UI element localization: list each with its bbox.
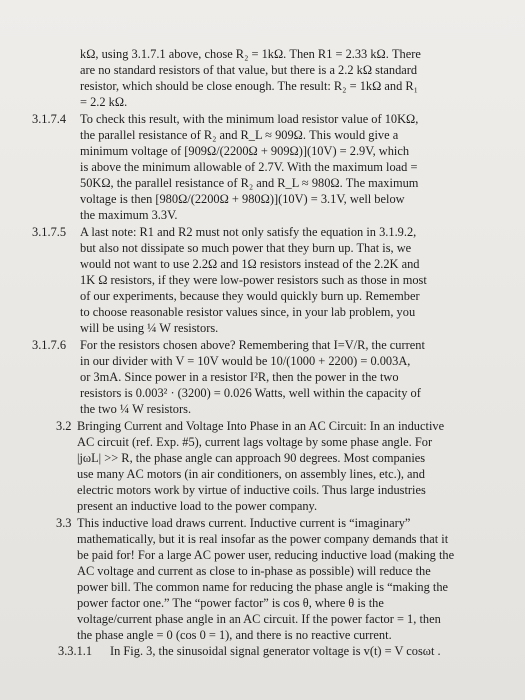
section-line: but also not dissipate so much power that they burn up. That is, we xyxy=(80,241,412,255)
section-line: power bill. The common name for reducing the phase angle is “making the xyxy=(77,580,449,594)
section-number: 3.3.1.1 xyxy=(58,644,93,658)
section-line: electric motors work by virtue of inductive coils. Thus large industries xyxy=(77,483,426,497)
intro-line: are no standard resistors of that value, but there is a 2.2 kΩ standard xyxy=(80,63,418,77)
section-line: AC voltage and current as close to in-phase as possible) will reduce the xyxy=(77,564,431,578)
section-line: |jωL| >> R, the phase angle can approach 90 degrees. Most companies xyxy=(77,451,426,465)
section-line: power factor one.” The “power factor” is cos θ, where θ is the xyxy=(77,596,384,610)
section-line: A last note: R1 and R2 must not only satisfy the equation in 3.1.9.2, xyxy=(80,225,417,239)
intro-line: resistor, which should be close enough. The result: R₂ = 1kΩ and R₁ xyxy=(80,79,418,93)
section-line: 1K Ω resistors, if they were low-power resistors such as those in most xyxy=(80,273,427,287)
section-line: voltage/current phase angle in an AC circuit. If the power factor = 1, then xyxy=(77,612,441,626)
section-line: the parallel resistance of R₂ and R_L ≈ 909Ω. This would give a xyxy=(80,128,399,142)
section-line: minimum voltage of [909Ω/(2200Ω + 909Ω)](10V) = 2.9V, which xyxy=(80,144,410,158)
section-line: This inductive load draws current. Inductive current is “imaginary” xyxy=(77,516,411,530)
section-line: or 3mA. Since power in a resistor I²R, then the power in the two xyxy=(80,370,399,384)
section-number: 3.1.7.5 xyxy=(32,225,67,239)
section-line: in our divider with V = 10V would be 10/(1000 + 2200) = 0.003A, xyxy=(80,354,411,368)
section-number: 3.1.7.6 xyxy=(32,338,67,352)
section-line: to choose reasonable resistor values since, in your lab problem, you xyxy=(80,305,416,319)
section-line: mathematically, but it is real insofar as the power company demands that it xyxy=(77,532,449,546)
section-line: In Fig. 3, the sinusoidal signal generator voltage is v(t) = V cosωt . xyxy=(110,644,441,658)
section-line: For the resistors chosen above? Remembering that I=V/R, the current xyxy=(80,338,425,352)
section-line: the two ¼ W resistors. xyxy=(80,402,192,416)
intro-line: kΩ, using 3.1.7.1 above, chose R₂ = 1kΩ. Then R1 = 2.33 kΩ. There xyxy=(80,47,421,61)
section-line: will be using ¼ W resistors. xyxy=(80,321,219,335)
intro-line: = 2.2 kΩ. xyxy=(80,95,128,109)
section-number: 3.3 xyxy=(56,516,72,530)
section-line: is above the minimum allowable of 2.7V. With the maximum load = xyxy=(80,160,418,174)
section-line: use many AC motors (in air conditioners, on assembly lines, etc.), and xyxy=(77,467,425,481)
section-line: resistors is 0.003² · (3200) = 0.026 Watts, well within the capacity of xyxy=(80,386,421,400)
section-line: the maximum 3.3V. xyxy=(80,208,178,222)
section-line: Bringing Current and Voltage Into Phase in an AC Circuit: In an inductive xyxy=(77,419,445,433)
section-line: voltage is then [980Ω/(2200Ω + 980Ω)](10V) = 3.1V, well below xyxy=(80,192,405,206)
section-line: present an inductive load to the power company. xyxy=(77,499,318,513)
section-line: 50KΩ, the parallel resistance of R₂ and R_L ≈ 980Ω. The maximum xyxy=(80,176,419,190)
section-number: 3.1.7.4 xyxy=(32,112,67,126)
section-line: To check this result, with the minimum load resistor value of 10KΩ, xyxy=(80,112,419,126)
section-line: of our experiments, because they would quickly burn up. Remember xyxy=(80,289,420,303)
section-line: AC circuit (ref. Exp. #5), current lags voltage by some phase angle. For xyxy=(77,435,433,449)
section-line: the phase angle = 0 (cos 0 = 1), and there is no reactive current. xyxy=(77,628,392,642)
section-line: be paid for! For a large AC power user, reducing inductive load (making the xyxy=(77,548,455,562)
section-number: 3.2 xyxy=(56,419,72,433)
section-line: would not want to use 2.2Ω and 1Ω resistors instead of the 2.2K and xyxy=(80,257,420,271)
